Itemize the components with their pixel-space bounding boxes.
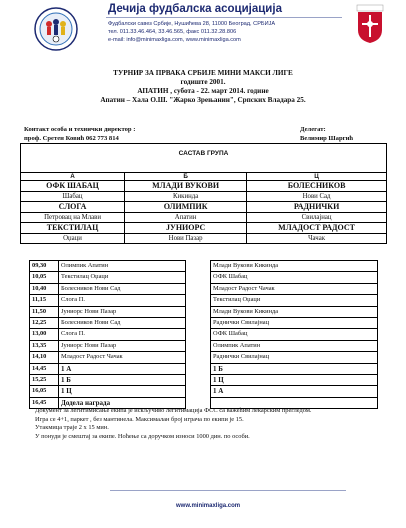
groups-title: САСТАВ ГРУПА	[21, 144, 387, 173]
team-city: Шабац	[21, 192, 125, 202]
contact-person	[24, 125, 135, 143]
contact-name: проф. Сретен Ковић 062 773 814	[24, 135, 119, 142]
match-time: 14,45	[30, 363, 59, 374]
footer-website-link[interactable]: www.minimaxliga.com	[176, 503, 241, 509]
schedule-row	[30, 283, 378, 294]
org-phone: тел. 011.33.46.464, 33.46.565, факс 011.32.28.806	[108, 29, 237, 35]
match-time: 11,15	[30, 295, 59, 306]
team-name: ОЛИМПИК	[125, 202, 247, 213]
team-name: СЛОГА	[21, 202, 125, 213]
org-address: Фудбалски савез Србије, Нушићева 28, 11000 Београд, СРБИЈА	[108, 21, 276, 27]
column-gap	[186, 352, 211, 363]
footer-divider	[110, 490, 346, 491]
away-team: Олимпик Апатин	[211, 340, 378, 351]
note-line: Утакмица траје 2 х 15 мин.	[35, 424, 109, 432]
away-team: 1 Б	[211, 363, 378, 374]
away-team: Млади Вукови Кикинда	[211, 306, 378, 317]
header-divider	[106, 17, 342, 18]
away-team: Раднички Свилајнац	[211, 352, 378, 363]
home-team: Олимпик Апатин	[59, 261, 186, 272]
column-gap	[186, 340, 211, 351]
away-team: Текстилац Оџаци	[211, 295, 378, 306]
home-team: Младост Радост Чачак	[59, 352, 186, 363]
home-team: Текстилац Оџаци	[59, 272, 186, 283]
dfa-logo	[34, 6, 78, 52]
away-team: Раднички Свилајнац	[211, 318, 378, 329]
delegate-name: Велимир Шаргић	[300, 135, 354, 142]
column-gap	[186, 295, 211, 306]
schedule-row	[30, 352, 378, 363]
schedule-row	[30, 386, 378, 397]
team-city: Чачак	[247, 234, 387, 244]
home-team: 1 Б	[59, 375, 186, 386]
tournament-venue: Апатин – Хала О.Ш. "Жарко Зрењанин", Српских Владара 25.	[100, 96, 306, 104]
home-team: 1 Ц	[59, 386, 186, 397]
match-time: 12,25	[30, 318, 59, 329]
match-time: 09,30	[30, 261, 59, 272]
match-time: 16,45	[30, 397, 59, 408]
schedule-row	[30, 261, 378, 272]
delegate	[300, 125, 353, 143]
column-gap	[186, 329, 211, 340]
team-name: БОЛЕСНИКОВ	[247, 181, 387, 192]
team-city: Апатин	[125, 213, 247, 223]
team-name: ЈУНИОРС	[125, 223, 247, 234]
home-team: Болесников Нови Сад	[59, 318, 186, 329]
away-team: ОФК Шабац	[211, 272, 378, 283]
tournament-year: годиште 2001.	[180, 78, 226, 86]
note-line: У понуди је смештај за екипе. Ноћење са доручком износи 1000 дин. по особи.	[35, 433, 250, 441]
schedule-row	[30, 363, 378, 374]
away-team: 1 Ц	[211, 375, 378, 386]
column-gap	[186, 306, 211, 317]
schedule-row	[30, 340, 378, 351]
tournament-date: АПАТИН , субота - 22. март 2014. године	[137, 87, 269, 95]
away-team: 1 А	[211, 386, 378, 397]
match-time: 10,40	[30, 283, 59, 294]
match-schedule	[29, 260, 378, 409]
team-name: РАДНИЧКИ	[247, 202, 387, 213]
match-time: 13,35	[30, 340, 59, 351]
team-name: МЛАДОСТ РАДОСТ	[247, 223, 387, 234]
org-title: Дечија фудбалска асоцијација	[108, 3, 282, 15]
match-time: 14,10	[30, 352, 59, 363]
schedule-row	[30, 295, 378, 306]
team-city: Петровац на Млави	[21, 213, 125, 223]
column-gap	[186, 386, 211, 397]
org-email: e-mail: info@minimaxliga.com, www.minimaxliga.com	[108, 37, 241, 43]
delegate-label: Делегат:	[300, 126, 326, 133]
home-team: Јуниорс Нови Пазар	[59, 306, 186, 317]
match-time: 15,25	[30, 375, 59, 386]
group-header-a: А	[21, 173, 125, 181]
team-city: Свилајнац	[247, 213, 387, 223]
column-gap	[186, 261, 211, 272]
schedule-row	[30, 272, 378, 283]
group-header-c: Ц	[247, 173, 387, 181]
schedule-row	[30, 375, 378, 386]
note-line: Документ за легитимисање екипа је искључиво легитимација ФСС са важећим лекарским прегледом.	[35, 407, 312, 414]
group-header-b: Б	[125, 173, 247, 181]
home-team: Болесников Нови Сад	[59, 283, 186, 294]
team-city: Нови Сад	[247, 192, 387, 202]
column-gap	[186, 363, 211, 374]
home-team: 1 А	[59, 363, 186, 374]
contact-label: Контакт особа и технички директор :	[24, 126, 136, 133]
schedule-row	[30, 318, 378, 329]
column-gap	[186, 318, 211, 329]
groups-table	[20, 143, 387, 244]
schedule-row	[30, 306, 378, 317]
rules-notes	[35, 407, 312, 442]
team-name: ТЕКСТИЛАЦ	[21, 223, 125, 234]
team-city: Нови Пазар	[125, 234, 247, 244]
column-gap	[186, 272, 211, 283]
match-time: 11,50	[30, 306, 59, 317]
away-team: Младост Радост Чачак	[211, 283, 378, 294]
away-team: Млади Вукови Кикинда	[211, 261, 378, 272]
team-name: ОФК ШАБАЦ	[21, 181, 125, 192]
note-line: Игра се 4+1, паркет , без мантинела. Максималан број играча по екипи је 15.	[35, 415, 244, 423]
home-team: Слога П.	[59, 329, 186, 340]
schedule-row	[30, 329, 378, 340]
team-name: МЛАДИ ВУКОВИ	[125, 181, 247, 192]
team-city: Кикинда	[125, 192, 247, 202]
fss-crest	[356, 4, 384, 44]
tournament-title: ТУРНИР ЗА ПРВАКА СРБИЈЕ МИНИ МАКСИ ЛИГЕ	[113, 69, 293, 77]
match-time: 13,00	[30, 329, 59, 340]
home-team: Јуниорс Нови Пазар	[59, 340, 186, 351]
column-gap	[186, 283, 211, 294]
home-team: Додела награда	[59, 397, 186, 408]
team-city: Оџаци	[21, 234, 125, 244]
match-time: 10,05	[30, 272, 59, 283]
away-team: ОФК Шабац	[211, 329, 378, 340]
match-time: 16,05	[30, 386, 59, 397]
home-team: Слога П.	[59, 295, 186, 306]
column-gap	[186, 375, 211, 386]
